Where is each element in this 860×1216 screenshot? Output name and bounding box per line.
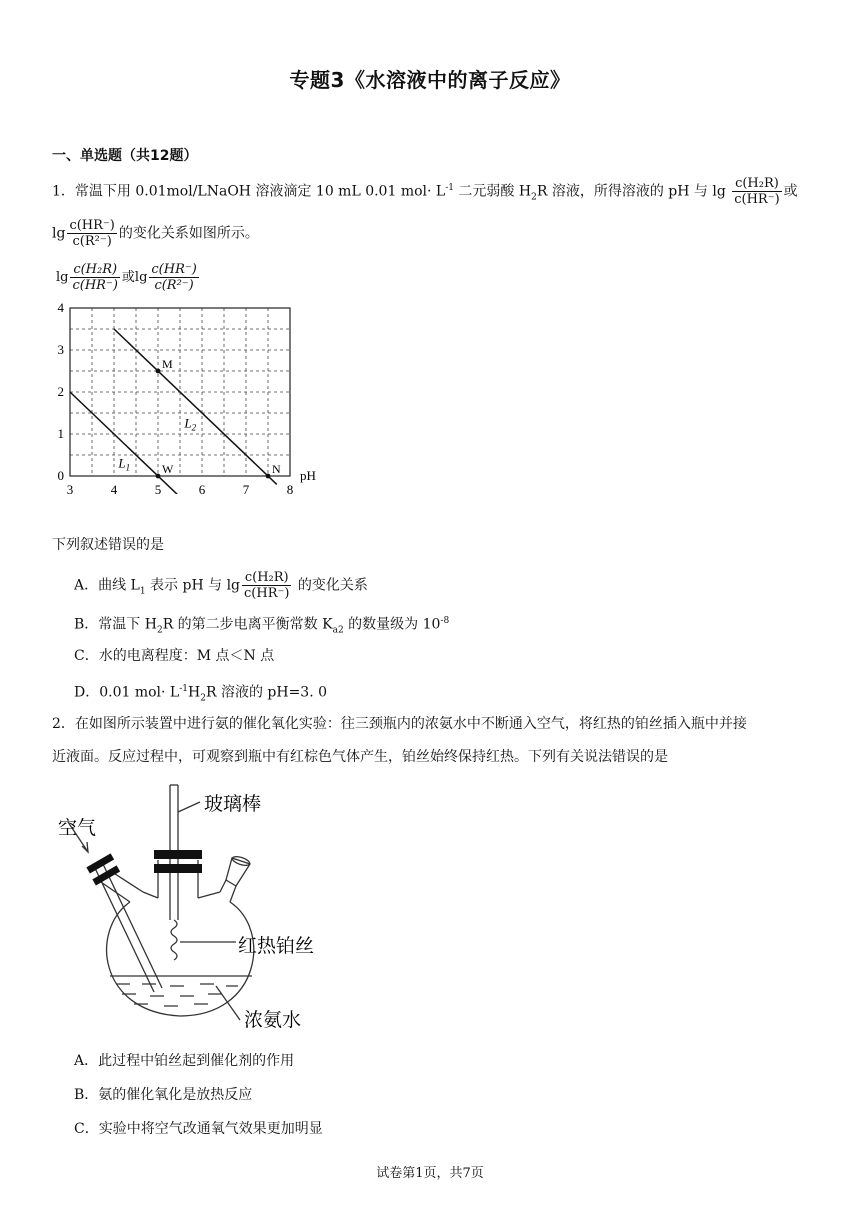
point-label-m: M (162, 357, 173, 371)
q2-option-a: A．此过程中铂丝起到催化剂的作用 (74, 1053, 295, 1069)
page-title: 专题3《水溶液中的离子反应》 (289, 68, 571, 92)
apparatus-diagram (50, 780, 370, 1040)
series-label-l1: $L_1$ (118, 455, 131, 473)
q2-stem-line1: 2．在如图所示装置中进行氨的催化氧化实验：往三颈瓶内的浓氨水中不断通入空气，将红热的铂丝插入瓶中并接 (52, 716, 747, 732)
y-tick-label: 2 (57, 384, 64, 399)
label-glass-rod: 玻璃棒 (204, 794, 262, 815)
point-label-n: N (272, 462, 281, 476)
platinum-wire (171, 920, 177, 960)
q1-option-d: D．0.01 $mol\cdot L^{-1}H_2R$ 溶液的 pH=3. 0 (74, 684, 328, 704)
q1-option-b: B．常温下 $H_2R$ 的第二步电离平衡常数 $K_{a2}$ 的数量级为 $10^{-8}$ (74, 616, 450, 636)
series-label-l2: $L_2$ (184, 415, 197, 433)
x-tick-label: 7 (242, 482, 250, 497)
data-point-n (266, 474, 271, 479)
label-ammonia: 浓氨水 (244, 1010, 302, 1031)
q1-option-c: C．水的电离程度：M 点＜N 点 (74, 648, 275, 664)
q2-option-b: B．氨的催化氧化是放热反应 (74, 1087, 253, 1103)
q1-ask: 下列叙述错误的是 (52, 537, 164, 553)
x-tick-label: 5 (154, 482, 162, 497)
x-tick-label: 4 (110, 482, 118, 497)
point-label-w: W (162, 462, 174, 476)
section-heading: 一、单选题（共12题） (52, 148, 198, 164)
x-tick-label: 8 (286, 482, 294, 497)
data-point-w (156, 474, 161, 479)
y-tick-label: 3 (57, 342, 64, 357)
data-point-m (156, 369, 161, 374)
series-line-l1 (70, 392, 180, 497)
x-axis-label: pH (300, 468, 316, 483)
x-tick-label: 6 (198, 482, 206, 497)
y-tick-label: 1 (57, 426, 64, 441)
q2-option-c: C．实验中将空气改通氧气效果更加明显 (74, 1121, 323, 1137)
label-platinum-wire: 红热铂丝 (238, 936, 315, 957)
chart-ylabel: lg $\frac{\text{c(H₂R)}}{c(HR^-)}$ 或lg $\frac{c(HR^-)}{\text{c(R²⁻)}}$ (56, 262, 197, 293)
air-tube (94, 862, 162, 992)
q1-option-a: A．曲线 $L_1$ 表示 pH 与 lg $\frac{\text{c(H₂R)}}{c(HR^-)}$ 的变化关系 (74, 570, 368, 601)
page-footer: 试卷第1页，共7页 (376, 1166, 484, 1181)
fraction-h2r-hr: $\frac{\text{c(H₂R)}}{c(HR^-)}$ (734, 176, 780, 207)
ph-lg-chart (50, 298, 350, 524)
y-tick-label: 4 (57, 300, 64, 315)
fraction-hr-r: $\frac{c(HR^-)}{\text{c(R²⁻)}}$ (69, 218, 115, 249)
x-tick-label: 3 (66, 482, 74, 497)
label-air: 空气 (58, 818, 97, 839)
q1-stem-line1: 1．常温下用 0.01mol/LNaOH 溶液滴定 10 mL 0.01 $mol\cdot L^{-1}$ 二元弱酸 $H_2R$ 溶液，所得溶液的 pH 与 lg $\frac{\text{c(H₂R)}}{c(HR^-)}$ 或 (52, 176, 798, 207)
q1-stem-line2: lg $\frac{c(HR^-)}{\text{c(R²⁻)}}$ 的变化关系如图所示。 (52, 218, 259, 249)
series-line-l2 (114, 329, 277, 484)
q2-stem-line2: 近液面。反应过程中，可观察到瓶中有红棕色气体产生，铂丝始终保持红热。下列有关说法错误的是 (52, 749, 668, 765)
y-tick-label: 0 (57, 468, 64, 483)
